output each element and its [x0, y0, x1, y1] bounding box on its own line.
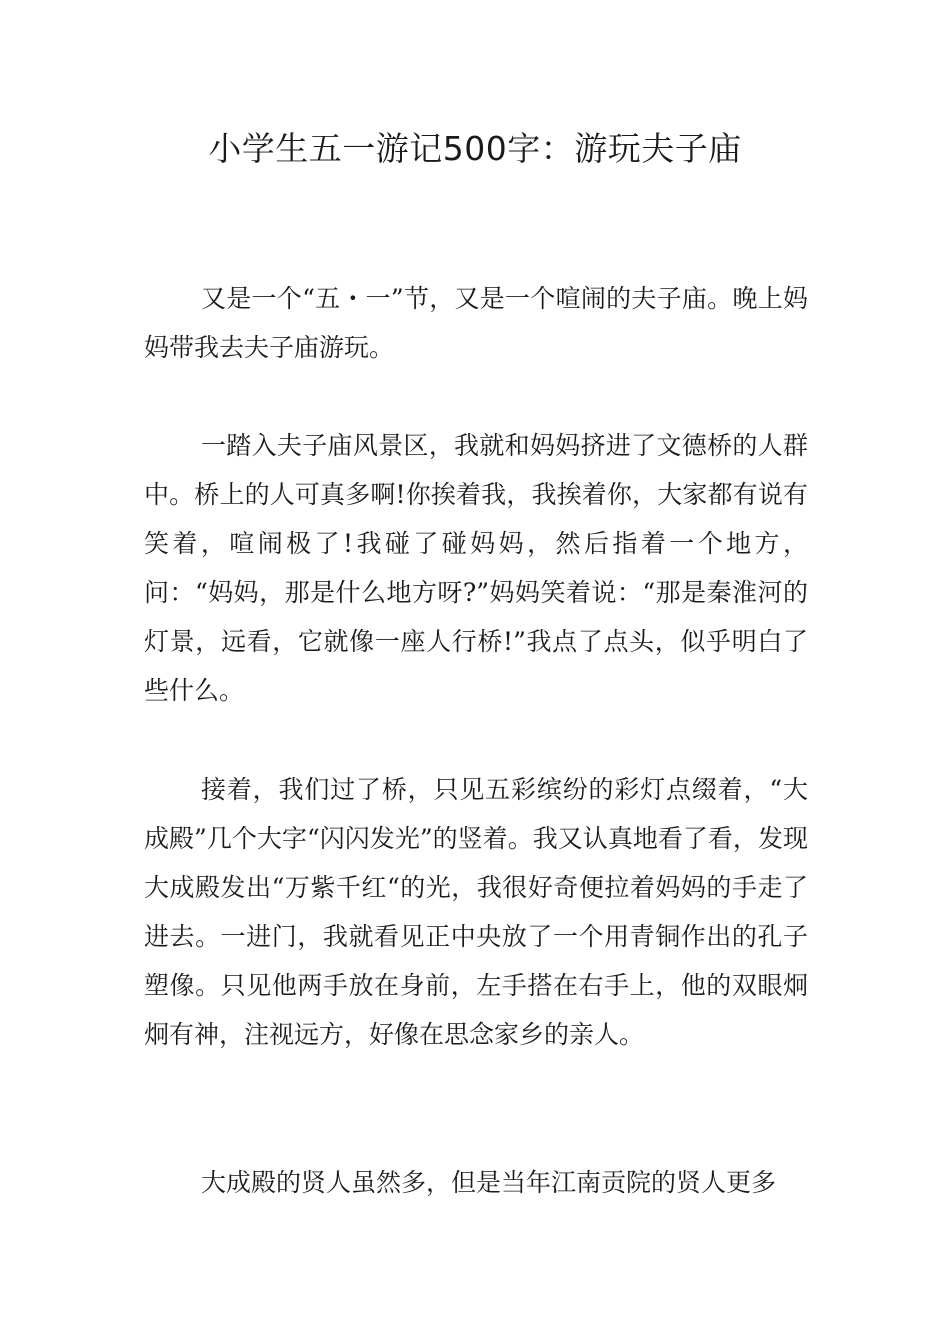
paragraph-3: 接着，我们过了桥，只见五彩缤纷的彩灯点缀着，“大成殿”几个大字“闪闪发光”的竖着。我又认真地看了看，发现大成殿发出“万紫千红“的光，我很好奇便拉着妈妈的手走了进去。一进门，我就看见正中央放了一个用青铜作出的孔子塑像。只见他两手放在身前，左手搭在右手上，他的双眼炯炯有神，注视远方，好像在思念家乡的亲人。 — [144, 775, 808, 1049]
paragraph-2: 一踏入夫子庙风景区，我就和妈妈挤进了文德桥的人群中。桥上的人可真多啊!你挨着我，我挨着你，大家都有说有笑着，喧闹极了!我碰了碰妈妈，然后指着一个地方，问：“妈妈，那是什么地方呀?”妈妈笑着说：“那是秦淮河的灯景，远看，它就像一座人行桥!”我点了点头，似乎明白了些什么。 — [144, 431, 808, 705]
document-title: 小学生五一游记500字：游玩夫子庙 — [208, 129, 742, 168]
paragraph-1: 又是一个“五・一”节，又是一个喧闹的夫子庙。晚上妈妈带我去夫子庙游玩。 — [144, 284, 808, 362]
paragraph-4: 大成殿的贤人虽然多，但是当年江南贡院的贤人更多 — [201, 1168, 777, 1197]
